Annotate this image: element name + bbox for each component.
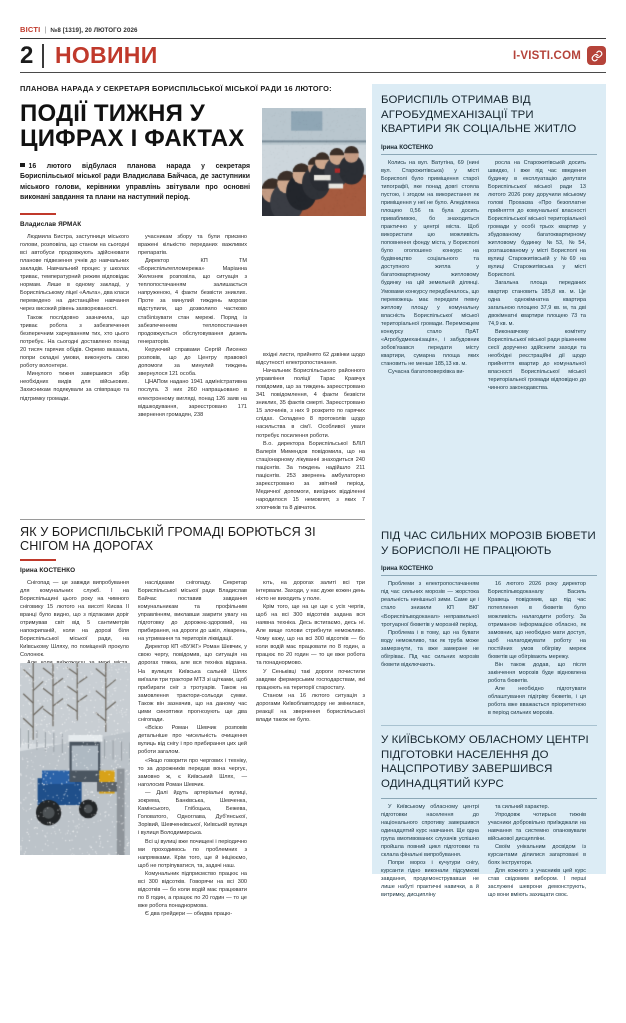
main-title-line-1: ПОДІЇ ТИЖНЯ У [20, 100, 206, 127]
link-icon[interactable] [587, 46, 606, 65]
right-sidebar-panel [372, 84, 606, 899]
main-article-columns [20, 233, 365, 513]
header-site-group [513, 46, 606, 65]
page-number: 2 [20, 41, 34, 69]
right-a2-column-2-text: 16 лютого 2026 року директор Бориспільводоканалу Василь Кравець повідомив, що під час потеплення в бюветів було можливість налагодити роботу. За отриманою інформацією обласно, як замовник, що необхідно мати доступ, щоб налагоджувати роботу на постійних умов обігріву мереж бюветів ще обігрівають мережу. Він також додав, що після закінчення морозів буде відновлена робота бюветів. Але необхідно підготувати облаштування підігріву бюветів, і ця робота вже вважається пріоритетною в період сильних морозів. [488, 581, 586, 717]
main-lede-text: 16 лютого відбулася планова нарада у секретаря Бориспільської міської ради Владислава Байчаса, де заступники міського голови, керівники управлінь звітували про основні виконані завдання та плани на наступний період. [20, 163, 250, 202]
right-article-1-title: БОРИСПІЛЬ ОТРИМАВ ВІД АГРОБУДМЕХАНІЗАЦІЇ ТРИ КВАРТИРИ ЯК СОЦІАЛЬНЕ ЖИТЛО [381, 94, 577, 136]
photo-spacer-meeting [256, 233, 365, 351]
snow-column-3 [256, 579, 365, 1023]
right-article-2-title: ПІД ЧАС СИЛЬНИХ МОРОЗІВ БЮВЕТИ У БОРИСПОЛІ НЕ ПРАЦЮЮТЬ [381, 530, 596, 557]
header-rule-bottom [20, 72, 606, 73]
right-article-3-title: У КИЇВСЬКОМУ ОБЛАСНОМУ ЦЕНТРІ ПІДГОТОВКИ НАСЕЛЕННЯ ДО НАЦСПРОТИВУ ЗАВЕРШИВСЯ ОДИНАДЦЯТИЙ КУРС [381, 734, 589, 790]
right-a2-column-1 [381, 580, 479, 717]
byline-rule [20, 213, 56, 215]
section-header [20, 40, 606, 71]
masthead-issue: №8 [1319], 20 ЛЮТОГО 2026 [50, 27, 138, 34]
main-column-3 [256, 233, 365, 513]
photo-spacer-building [381, 392, 597, 529]
bullet-square-icon [20, 163, 25, 168]
main-column-3-text: вхідні листи, прийнято 62 дзвінки щодо відсутності електропостачання. Начальник Бориспільського районного управління поліції Тарас Кравчук повідомив, що за тиждень зареєстровано 341 повідомлення, 4 факти безвісти зниклих, 35 фактів смерті. Зареєстровано 15 злочинів, з них 9 розкрито по гарячих слідах. Складено 8 протоколів щодо насильства в сім'ї. Особливої уваги потребує посилення роботи. В.о. директора Бориспільської БЛІЛ Валерія Мимендов повідомила, що на стаціонарному лікуванні знаходиться 240 пацієнтів. За тиждень надійшло 211 пацієнтів. 253 звернень амбулаторно зареєстровано за звітний період. Медичної допомоги, вихідних відділенні народилося 15 немовлят, з яких 7 хлопчиків та 8 дівчаток. [256, 351, 365, 512]
snow-article-byline: Ірина КОСТЕНКО [20, 566, 76, 574]
snow-column-1-text: Снігопад — це завжди випробування для комунальних служб. І на Бориспільщині цього року на чимного сніговику 15 лютого на висоті Києва ІІ вранці було видно, що з підтаками доріг отримував світ від 5 сантиметрів напокрипаній, коли на дорозі біля Бориспільської міської ради, на Київському Шляху, по поміщеній прокуло Солонюк. [20, 579, 129, 659]
right-article-3-rule [381, 798, 597, 799]
right-article-2-columns [381, 580, 597, 717]
main-column-2 [138, 233, 247, 513]
right-a2-column-2 [488, 580, 586, 717]
masthead [20, 25, 138, 34]
right-a1-column-2 [488, 159, 586, 392]
main-title-line-2: ЦИФРАХ І ФАКТАХ [20, 125, 245, 152]
right-a1-column-1 [381, 159, 479, 392]
right-article-1-columns [381, 159, 597, 392]
snow-column-3-text: ють, на дорогах залиті всі три інтервали. Заходи, у нас дуже кожен день ніхто не виходить у поле. Крім того, ще на це ще є усіх чергів, щоб на всі 300 відсотків задана вся наявна техніка. Десь встигаємо, десь ні. Але вище голови стрибнути неможливо. Чому кажу, що на всі 300 відсотків — бо коли водій має працювати по 8 годин, а працює по 20 годин — то це вже робота та понаднормово. У Сеньківці такі дороги почистили завдяки фермерським господарствам, які працюють на території старостату. Станом на 16 лютого ситуація з дорогами Київоблавтодору не змінилася, реакції на звернення бориспільської влади також не було. [256, 579, 365, 724]
snow-column-2-text: наслідками снігопаду. Секретар Бориспільської міської ради Владислав Байчас поставив завдання комунальникам та профільним управлінням, виклавши закрити увагу на підготовку до дорожнє-здоровий, на прибирання, на дороги до шкіл, лікарень, на утримання та територія ліквідації. Директор КП «ВУЖГ» Роман Шевчик, у свою чергу, повідомив, що ситуація на дорогах тяжка, але вся техніка відрана. На вулицях Київська сальній Шлях виїхали три трактори МТЗ зі щітками, щоб прибирати сніг з тротуарів. Також на замовлення трактори-сольоди сумки. Також він зазначив, що на даному час цими синоптики прогнозують ще два снігопади. «Всією Роман Шевчик розповів детальніше про чисельність очищення вулиць від снігу і про прибирання цих цей роботи загалом. «Якщо говорити про чергових і техніку, то за дорожників передав вона чергує, замовно ж, є Київський Шлях, — наголосив Роман Шевчик. — Далі йдуть артеріальні вулиці, зокрема, Банківська, Шевченка, Камінського, Глібоцька, Бежева, Головатого, Одноглава, Дуб'янської, Зорівий, Шевченківської, Київській вулиця і вулиця Володимирська. Всі ці вулиці вже почищені і періодично ми проходимось по проблемних з напрямками. Крім того, ще й ініціюємо, щоб не потріпуватися, та, задачі наш. Комунальник підприємство працює на всі 300 відсотків. Говорячи на всі 300 відсотків — бо коли водій має працювати по 8 годин, а працює по 20 годин — то це вже робота понаднормова. Є два грейдери — обидва працю- [138, 579, 247, 918]
snow-article-rule-top [20, 519, 365, 520]
site-url[interactable]: I-VISTI.COM [512, 49, 581, 62]
main-column-1 [20, 233, 129, 513]
right-article-1-rule [381, 154, 597, 155]
right-a1-column-2-text: росла на Старожитівській досить швидко, і вже під час введення будинку в експлуатацію депутати Бориспільської міської ради 13 лютого 2026 року доручили міському голові Прохаєва «Про безоплатне прийняття до комунальної власності Бориспільської міської територіальної громади у особі трьох квартир у збудованому багатоквартирному житловому будинку №53, №54, розташованому у місті Борисполі на вулиці Старожитівській у №69 на вулиці Старожитівська у місті Борисполі. Загальна площа переданих квартир становить 185,8 кв. м. Це одна однокімнатна квартира загальною площею 37,9 кв. м, та дві двокімнатні квартири площею 73 та 74,9 кв. м. Виконавчому комітету Бориспільської міської ради рішенням сесії доручено здійснити заходи та необхідні реєстраційні дії щодо прийняття квартир до комунальної власності Бориспільської міської територіальної громади відповідно до чинного законодавства. [488, 159, 586, 392]
main-article-byline: Владислав ЯРМАК [20, 220, 82, 228]
snow-column-2 [138, 579, 247, 1023]
header-divider [42, 44, 44, 68]
main-column-1-text: Людмила Бистра, заступниця міського голови, розповіла, що станом на сьогодні всі автобуси продовжують здійснювати планове підвезення учнів до навчальних закладів. Навчальний процес у школах триває, температурний режим відповідає нормам. Лише в одному закладі, у Бориспільському ліцеї «Альта», два класи переведено на дистанційне навчання через високий рівень захворюваності. Також послідовно зазначила, що триває робота з забезпечення безперечним харчуванням тих, хто цього потребує. На сьогодні доставлено понад 20 тисяч гарячих обідів. Окремо вказала, попри складні умови, виконують свою роботу волонтери. Минулого тижня завершився збір необхідних видів для військових. Захисникам подякували за співпрацю та підтримку громади. [20, 233, 129, 402]
main-article-kicker: ПЛАНОВА НАРАДА У СЕКРЕТАРЯ БОРИСПІЛЬСЬКОЇ МІСЬКОЇ РАДИ 16 ЛЮТОГО: [20, 84, 332, 93]
right-a3-column-2 [488, 803, 586, 900]
right-article-2-byline: Ірина КОСТЕНКО [381, 565, 434, 573]
right-a3-column-2-text: та сильний характер. Упродовж чотирьох тижнів учасники добровільно приїжджали на навчання та системно опановували військової дисципліни. Своїм унікальним досвідом із курсантами ділилися загартовані в боях інструктори. Для кожного з учасників цей курс став свідомим вибором. І перші заслужені шеврони демонструють, що вони вміють захищати своє. [488, 803, 586, 899]
right-a2-column-1-text: Проблеми з електропостачанням під час сильних морозів — жорстока реальність нинішньої зими. Саме це і стало знизили КП ВКГ «Бориспільводоканал» неправильної тротуарної бюветів у морозній період. Проблема і в тому, що на бувати воду неможливо, так як труба може замерзнути, та вже замерзне не обігріває. Під час сильних морозів бювети відключають. [381, 581, 479, 668]
right-article-2-rule [381, 575, 597, 576]
right-a1-column-1-text: Колись на вул. Ватутіна, 69 (нині вул. Старожитівська) у місті Борисполі було приміщення старої типографії, яке понад довгі стояла пустою, і згодом на використання як приміщення у неї не було. Аледілянка площею 0,56 га була досить привабливою, бо знаходиться практично у центрі міста. Щоб використати цю можливість поповнення фонду міста, у Борисполі було оголошено конкурс на будівництво соціального та доступного житла у багатоквартирному житловому будинку на цій земельній ділянці. Умовами конкурсу передбачалось, що переможець має передати певну житлову площу у комунальну власність Бориспільської міської територіальної громади. Переможцем конкурсу стало ПрАТ «Агробудмеханізація», і забудовник зобов'язався передати місту квартири, сумарна площа яких становить не менше 185,13 кв. м. Сучасна багатоповерхівка ви- [381, 159, 479, 375]
right-article-3-columns [381, 803, 597, 900]
right-article-1-byline: Ірина КОСТЕНКО [381, 143, 434, 151]
main-column-2-text: учасникам збору та були приємно вражені кількістю переданих важливих препаратів. Директор КП ТМ «Бориспільтепломережа» Маріанна Железняк розповіла, що ситуація з теплопостачанням залишається напруженою, 4 факти безвісти зниклих. Проте за минулий тиждень морози відступили, що дозволило частково стабілізувати стан мережі. Поряд із забезпеченням теплопостачання продовжується обслуговування дизель генераторів. Керуючий справами Сергій Лисенко розповів, що до Центру правової допомоги за минулий тиждень звернулося 121 особа. ЦНАПом надано 1941 адміністративна послуга. З них 260 напрацьовано в електронному вигляді, понад 126 заяв на відшкодування, зареєстровано 171 звернення громадян, 238 [138, 233, 247, 418]
right-article-3-rule-top [381, 725, 597, 726]
section-title: НОВИНИ [54, 42, 158, 68]
masthead-brand: ВІСТІ [20, 25, 41, 34]
snow-byline-rule [20, 559, 56, 561]
meeting-room-photo [262, 108, 366, 216]
header-rule-top [20, 38, 606, 39]
right-a3-column-1-text: У Київському обласному центрі підготовки населення до національного спротиву завершився одинадцятий курс навчання. Ще одна група вмотивованих слухачів успішно пройшла повний цикл підготовки та склала фінальні випробування. Попри мороз і кучугури снігу, курсанти гідно виконали підсумкові завдання, продемонструвавши не лише набуті практичні навички, а й витримку, дисципліну [381, 803, 479, 899]
right-a3-column-1 [381, 803, 479, 900]
snow-tractor-photo [20, 663, 130, 855]
snow-article-title: ЯК У БОРИСПІЛЬСЬКІЙ ГРОМАДІ БОРЮТЬСЯ ЗІ СНІГОМ НА ДОРОГАХ [20, 524, 316, 553]
right-panel-inner [372, 84, 606, 899]
main-article-lede [20, 162, 250, 204]
masthead-separator: | [44, 25, 47, 34]
